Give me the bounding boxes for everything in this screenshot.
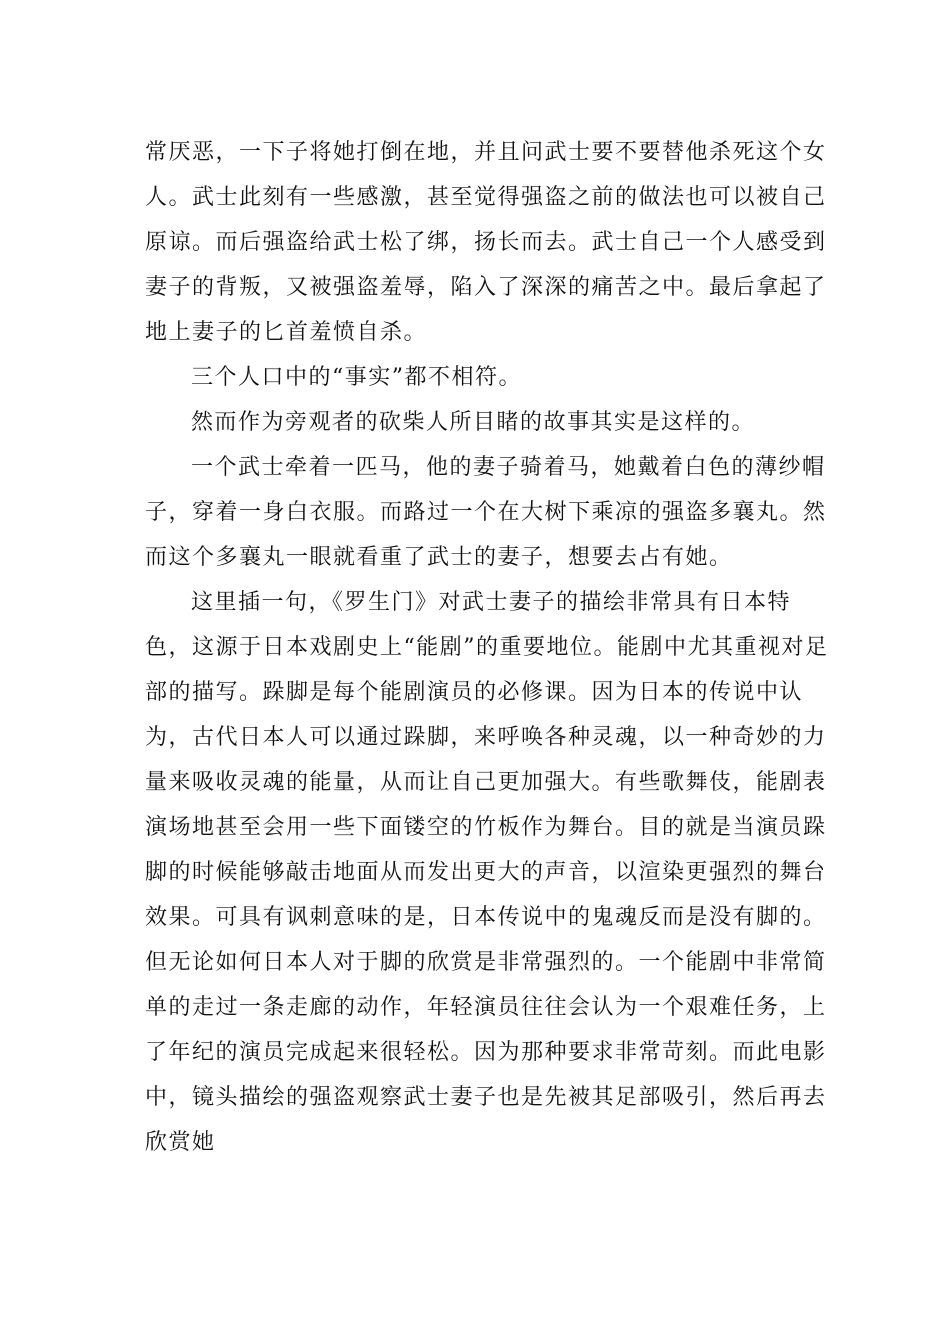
paragraph-noh-theatre: 这里插一句，《罗生门》对武士妻子的描绘非常具有日本特色，这源于日本戏剧史上“能剧”的重要地位。能剧中尤其重视对足部的描写。跺脚是每个能剧演员的必修课。因为日本的传说中认为，古代日本人可以通过跺脚，来呼唤各种灵魂，以一种奇妙的力量来吸收灵魂的能量，从而让自己更加强大。有些歌舞伎，能剧表演场地甚至会用一些下面镂空的竹板作为舞台。目的就是当演员跺脚的时候能够敲击地面从而发出更大的声音，以渲染更强烈的舞台效果。可具有讽刺意味的是，日本传说中的鬼魂反而是没有脚的。但无论如何日本人对于脚的欣赏是非常强烈的。一个能剧中非常简单的走过一条走廊的动作，年轻演员往往会认为一个艰难任务，上了年纪的演员完成起来很轻松。因为那种要求非常苛刻。而此电影中，镜头描绘的强盗观察武士妻子也是先被其足部吸引，然后再去欣赏她 [145, 590, 829, 1155]
paragraph-samurai-story: 一个武士牵着一匹马，他的妻子骑着马，她戴着白色的薄纱帽子，穿着一身白衣服。而路过一个在大树下乘凉的强盗多襄丸。然而这个多襄丸一眼就看重了武士的妻子，想要去占有她。 [145, 455, 827, 570]
paragraph-continuation: 常厌恶，一下子将她打倒在地，并且问武士要不要替他杀死这个女人。武士此刻有一些感激，甚至觉得强盗之前的做法也可以被自己原谅。而后强盗给武士松了绑，扬长而去。武士自己一个人感受到妻子的背叛，又被强盗羞辱，陷入了深深的痛苦之中。最后拿起了地上妻子的匕首羞愤自杀。 [145, 140, 827, 345]
paragraph-facts-mismatch: 三个人口中的“事实”都不相符。 [191, 365, 522, 390]
paragraph-woodcutter-intro: 然而作为旁观者的砍柴人所目睹的故事其实是这样的。 [191, 410, 756, 435]
document-body [145, 130, 835, 1165]
